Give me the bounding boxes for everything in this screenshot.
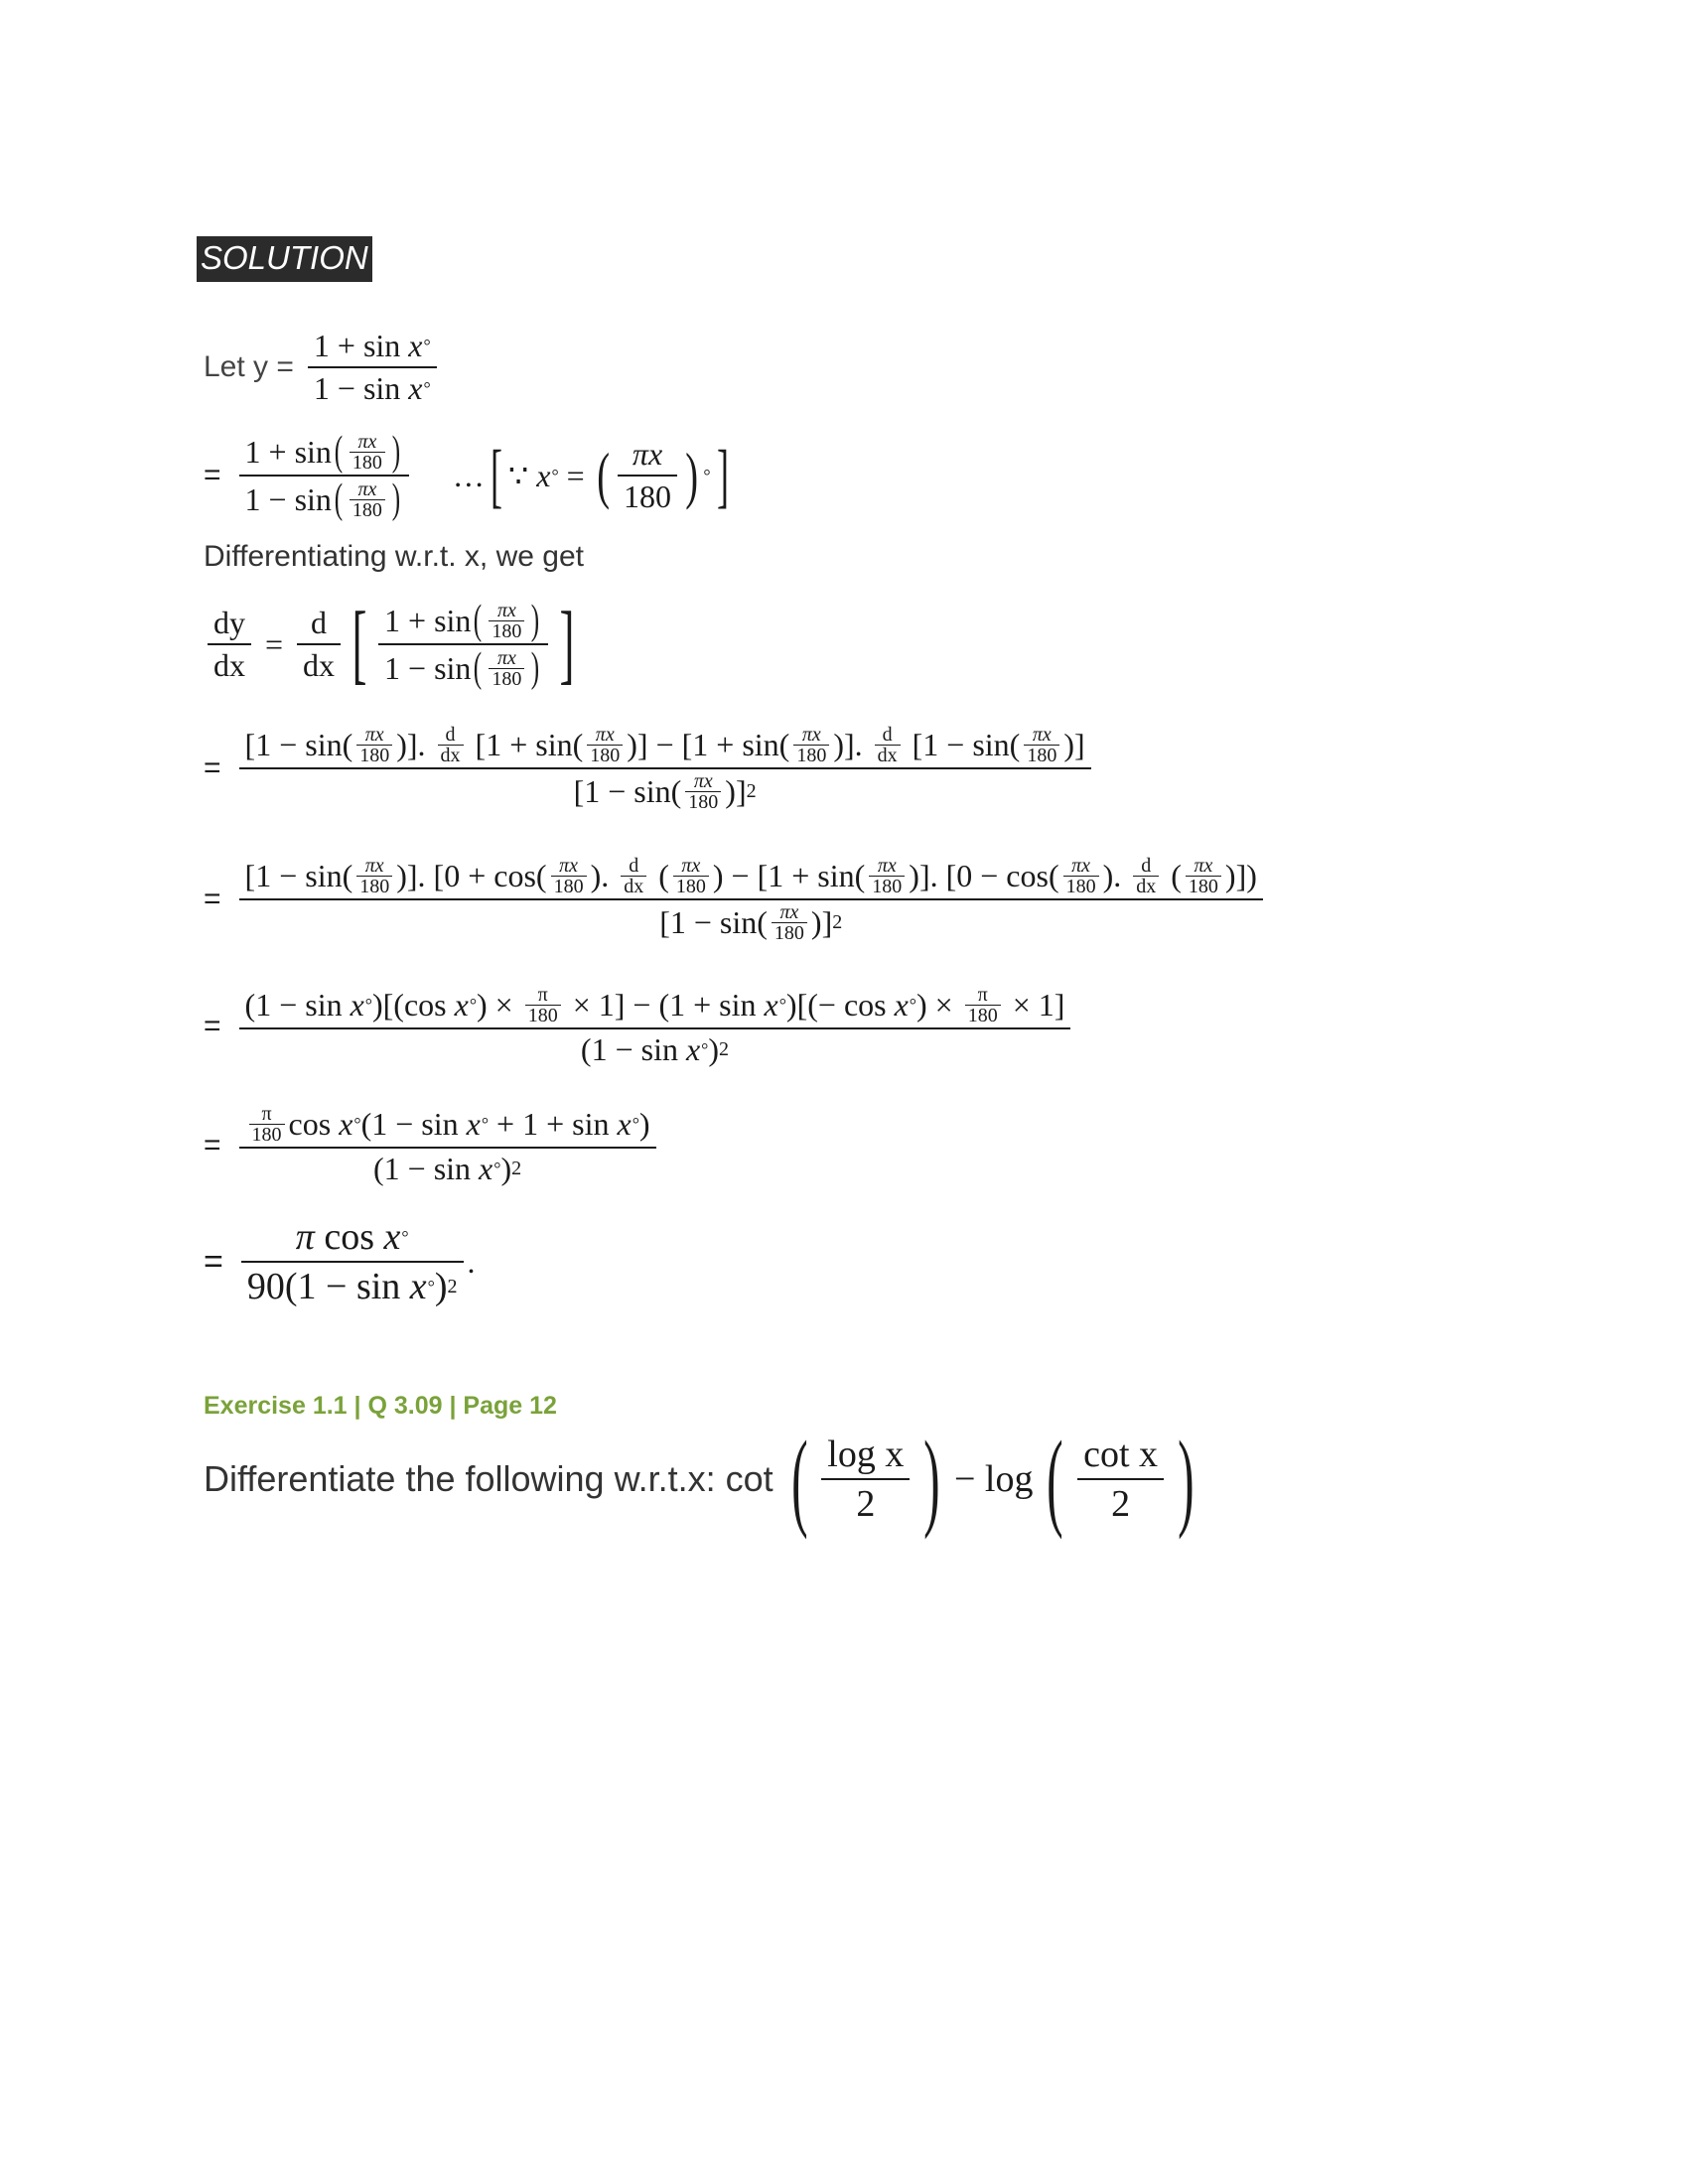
solution-badge: SOLUTION <box>197 236 372 282</box>
fraction-3: 1 + sin ( $\frac{\pi x}{180}$ ) 1 − sin ( $\frac{\pi x}{180}$ ) <box>378 598 548 691</box>
question-fraction-1: $\frac{\text{log x}}{2}$ <box>821 1431 910 1528</box>
equation-step-7: = $\frac{\pi}{180}$ cos x ° (1 − sin x ° + 1 + sin x ° ) (1 − sin x ° ) 2 <box>204 1102 660 1189</box>
fraction-6: (1 − sin x ° )[(cos x ° ) × $\frac{\pi}{180}$ × 1] − (1 + sin x ° )[(− cos x ° ) × $\frac{\pi}{180}$ × 1] (1 − sin x ° ) 2 <box>239 983 1071 1070</box>
equals-sign: = <box>204 459 221 491</box>
equation-step-4: = [1 − sin( $\frac{\pi x}{180}$ )]. $\frac{d}{dx}$ [1 + sin( $\frac{\pi x}{180}$ )] − [1 + sin( $\frac{\pi x}{180}$ )]. $\frac{d}{dx}$ [1 − sin( $\frac{\pi x}{180}$ )] [1 − sin( $\frac{\pi x}{180}$ )] 2 <box>204 723 1095 814</box>
dy-dx: $\frac{dy}{dx}$ <box>208 603 251 686</box>
question: Differentiate the following w.r.t.x: cot ( $\frac{\text{log x}}{2}$ ) − log ( $\frac{\text{cot x}}{2}$ ) <box>204 1419 1195 1540</box>
differentiating-text: Differentiating w.r.t. x, we get <box>204 540 584 573</box>
fraction-7: $\frac{\pi}{180}$ cos x ° (1 − sin x ° + 1 + sin x ° ) (1 − sin x ° ) 2 <box>239 1102 656 1189</box>
fraction-2-numerator: 1 + sin ( $\frac{\pi x}{180}$ ) <box>244 429 401 475</box>
equation-step-6: = (1 − sin x ° )[(cos x ° ) × $\frac{\pi}{180}$ × 1] − (1 + sin x ° )[(− cos x ° ) × $\frac{\pi}{180}$ × 1] (1 − sin x ° ) 2 <box>204 983 1074 1070</box>
equation-final: = π cos x ° 90(1 − sin x ° ) 2 . <box>204 1213 476 1310</box>
fraction-1-denominator: 1 − sin x ° <box>313 370 431 406</box>
fraction-2-denominator: 1 − sin ( $\frac{\pi x}{180}$ ) <box>244 477 401 522</box>
degree-note: … [ ∵ x ° = ( $\frac{\pi x}{180}$ ) ° ] <box>452 436 729 515</box>
fraction-5: [1 − sin( $\frac{\pi x}{180}$ )]. [0 + cos( $\frac{\pi x}{180}$ ). $\frac{d}{dx}$ ( $\frac{\pi x}{180}$ ) − [1 + sin( $\frac{\pi x}{180}$ )]. [0 − cos( $\frac{\pi x}{180}$ ). $\frac{d}{dx}$ ( $\frac{\pi x}{180}$ )]) [1 − sin( $\frac{\pi x}{180}$ )] 2 <box>239 854 1263 945</box>
question-text: Differentiate the following w.r.t.x: cot <box>204 1458 774 1499</box>
question-fraction-2: $\frac{\text{cot x}}{2}$ <box>1077 1431 1164 1528</box>
minus-log: − log <box>953 1458 1034 1500</box>
fraction-final: π cos x ° 90(1 − sin x ° ) 2 <box>241 1213 464 1310</box>
equation-let-y <box>204 326 441 409</box>
exercise-label[interactable]: Exercise 1.1 | Q 3.09 | Page 12 <box>204 1392 557 1420</box>
let-y-label: Let y = <box>204 350 294 383</box>
d-dx: $\frac{d}{dx}$ <box>297 603 341 686</box>
equation-dydx: $\frac{dy}{dx}$ = $\frac{d}{dx}$ [ 1 + sin ( $\frac{\pi x}{180}$ ) 1 − sin ( $\frac{\pi x}{180}$ ) ] <box>204 598 582 691</box>
equation-step-5: = [1 − sin( $\frac{\pi x}{180}$ )]. [0 + cos( $\frac{\pi x}{180}$ ). $\frac{d}{dx}$ ( $\frac{\pi x}{180}$ ) − [1 + sin( $\frac{\pi x}{180}$ )]. [0 − cos( $\frac{\pi x}{180}$ ). $\frac{d}{dx}$ ( $\frac{\pi x}{180}$ )]) [1 − sin( $\frac{\pi x}{180}$ )] 2 <box>204 854 1267 945</box>
equation-step-2 <box>204 429 735 522</box>
fraction-1 <box>308 326 437 409</box>
fraction-2 <box>239 429 409 522</box>
fraction-1-numerator: 1 + sin x ° <box>313 328 431 363</box>
fraction-4: [1 − sin( $\frac{\pi x}{180}$ )]. $\frac{d}{dx}$ [1 + sin( $\frac{\pi x}{180}$ )] − [1 + sin( $\frac{\pi x}{180}$ )]. $\frac{d}{dx}$ [1 − sin( $\frac{\pi x}{180}$ )] [1 − sin( $\frac{\pi x}{180}$ )] 2 <box>239 723 1091 814</box>
